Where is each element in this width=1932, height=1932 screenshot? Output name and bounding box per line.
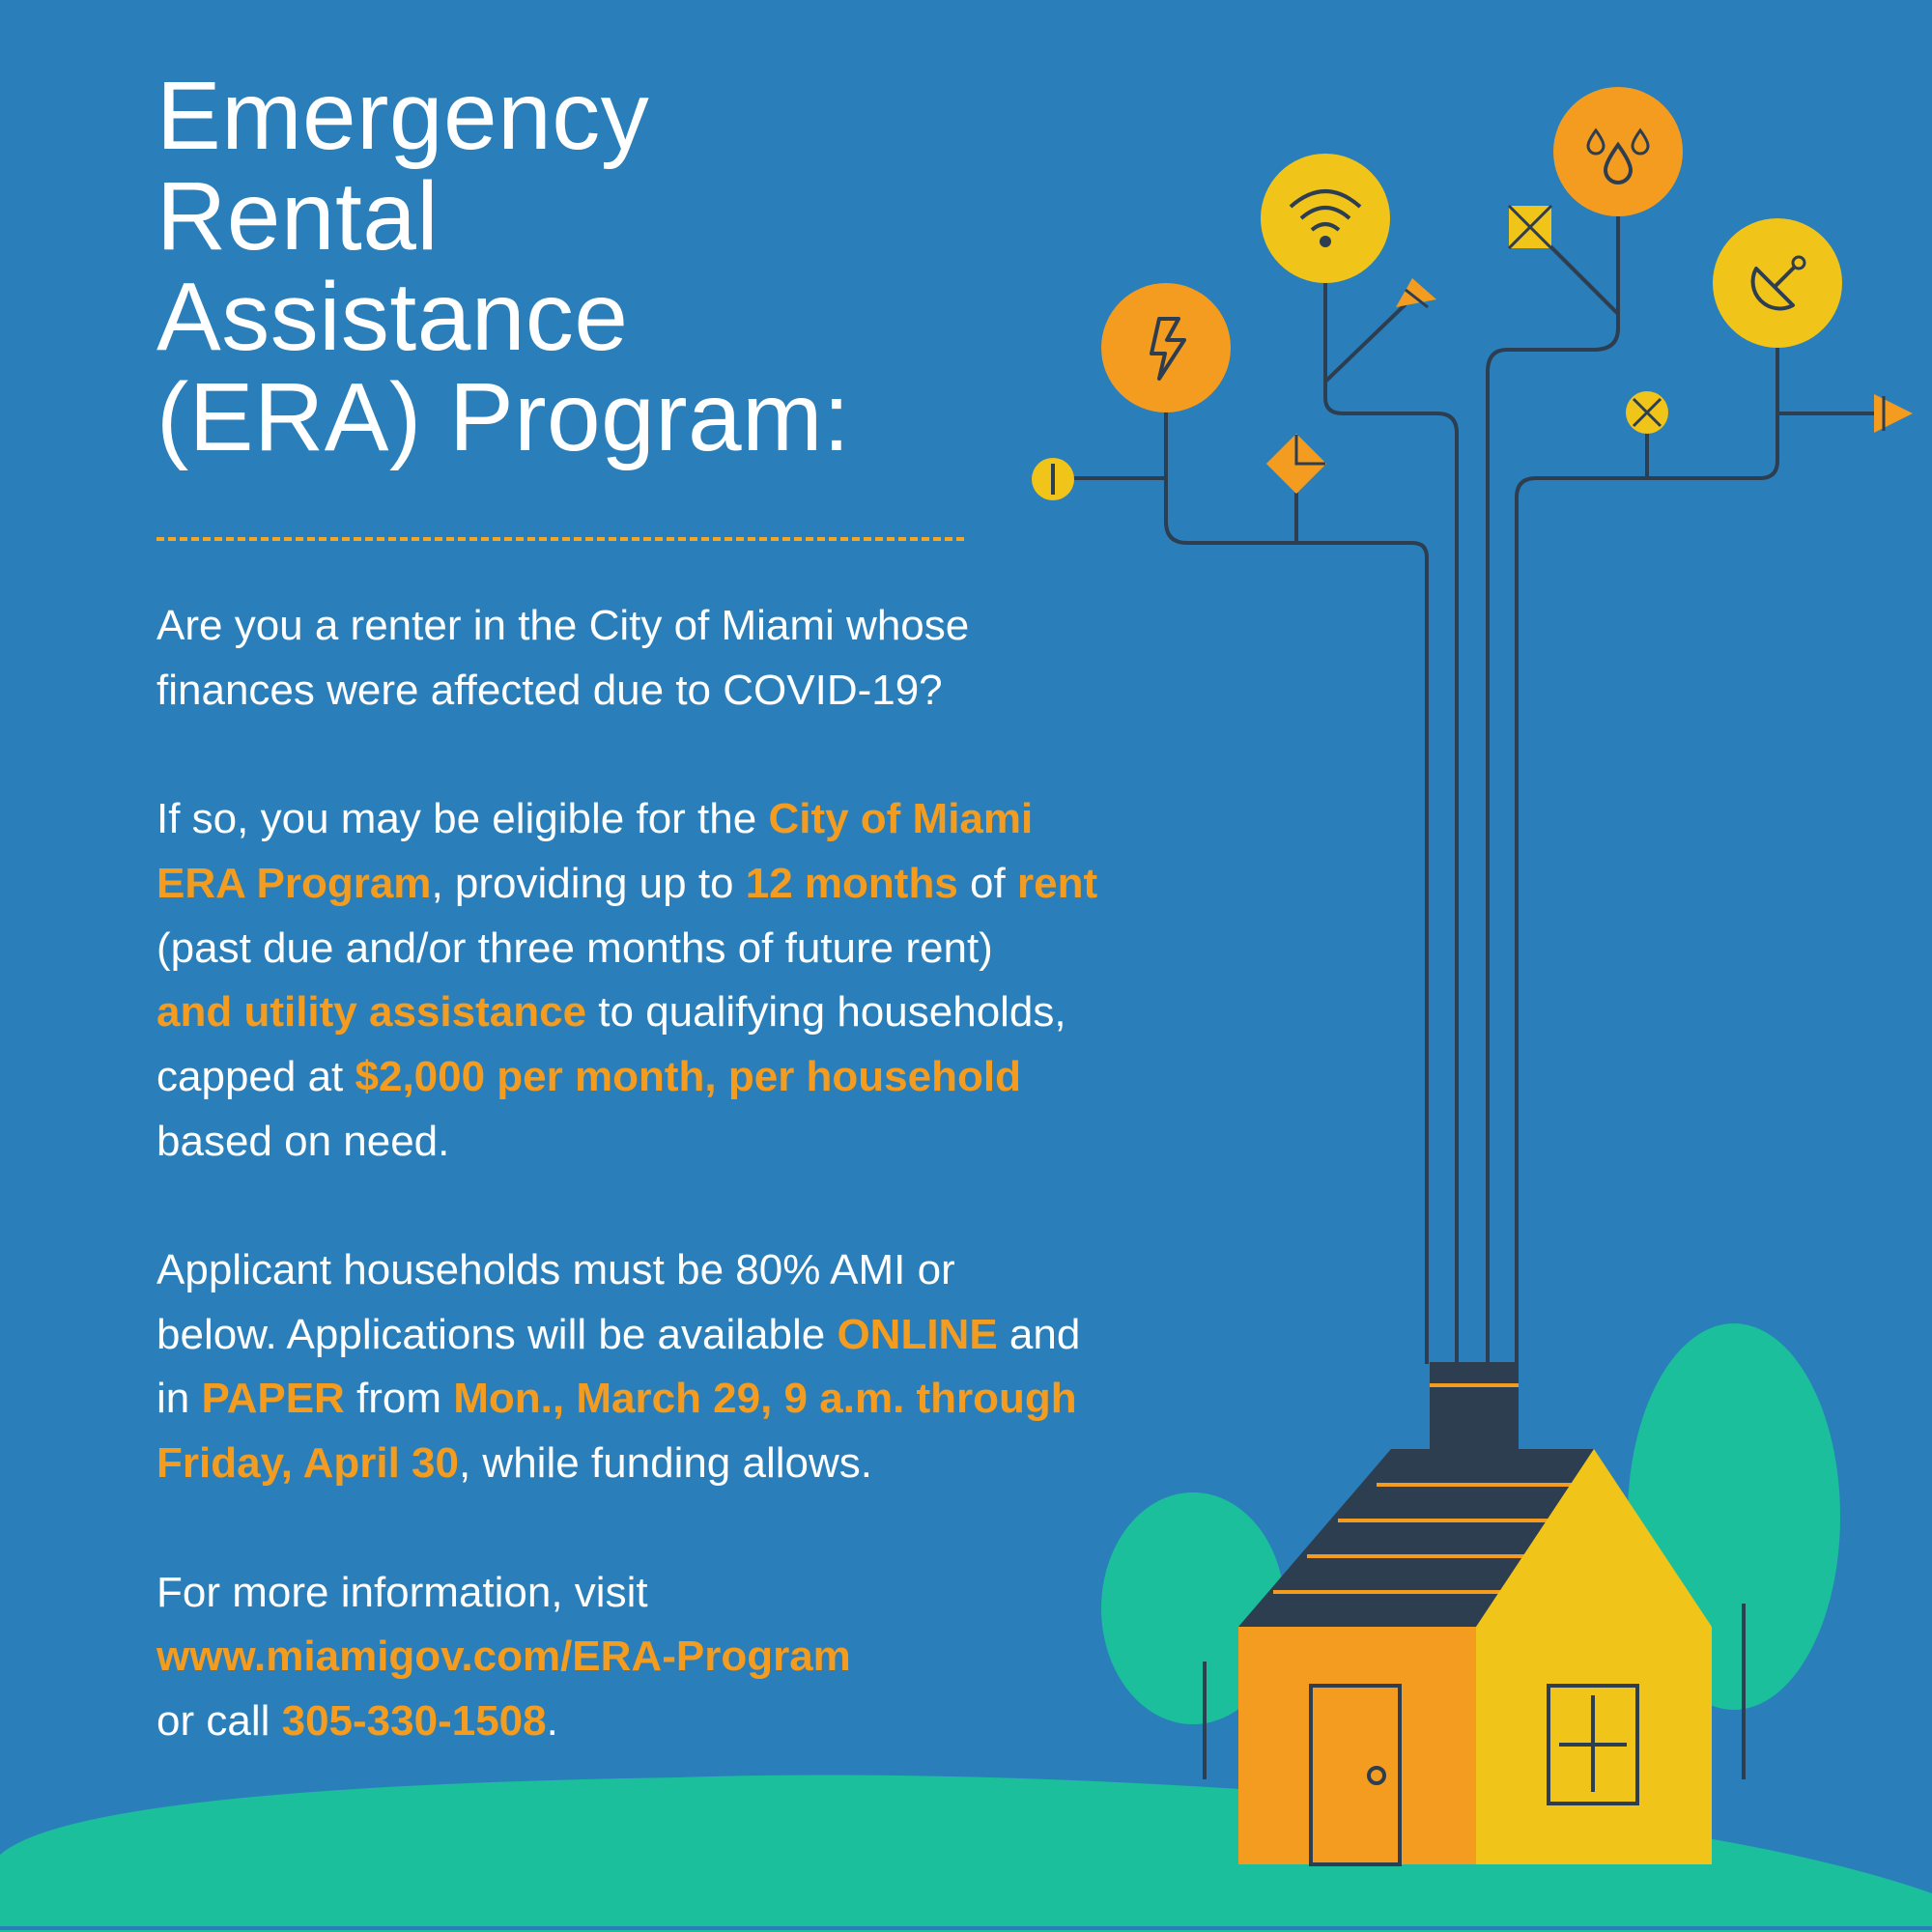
eligibility-paragraph [156, 787, 1248, 1174]
title-line: Emergency [156, 62, 650, 170]
chimney [1430, 1362, 1519, 1451]
eligibility-text: based on need. [156, 1117, 450, 1165]
intro-text: finances were affected due to COVID-19? [156, 666, 943, 714]
eligibility-text: (past due and/or three months of future rent) [156, 923, 993, 972]
online-highlight: ONLINE [837, 1310, 998, 1358]
house-front-wall [1238, 1627, 1476, 1864]
page-title [156, 62, 1026, 471]
wifi-icon [1261, 154, 1390, 283]
intro-paragraph [156, 594, 1248, 723]
contact-paragraph [156, 1561, 1248, 1754]
contact-text: For more information, visit [156, 1568, 648, 1616]
eligibility-text: , providing up to [431, 859, 746, 907]
intro-text: Are you a renter in the City of Miami whose [156, 602, 970, 649]
application-text: , while funding allows. [458, 1439, 872, 1488]
cap-highlight: $2,000 per month, per household [355, 1052, 1021, 1100]
application-text: from [344, 1375, 454, 1423]
dashed-divider [156, 537, 964, 541]
water-drops-icon [1553, 87, 1683, 216]
application-text: below. Applications will be available [156, 1310, 838, 1358]
application-text: in [156, 1375, 202, 1423]
program-name-highlight: ERA Program [156, 859, 432, 907]
dates-highlight: Friday, April 30 [156, 1439, 459, 1488]
body-text [156, 594, 1248, 1754]
months-highlight: 12 months [745, 859, 958, 907]
contact-text: or call [156, 1696, 282, 1745]
satellite-dish-icon [1713, 218, 1842, 348]
eligibility-text: of [957, 859, 1017, 907]
utility-highlight: and utility assistance [156, 988, 587, 1037]
eligibility-text: capped at [156, 1052, 355, 1100]
paper-highlight: PAPER [201, 1375, 345, 1423]
phone-number[interactable]: 305-330-1508 [281, 1696, 547, 1745]
lightning-icon [1101, 283, 1231, 412]
contact-text: . [546, 1696, 558, 1745]
application-paragraph [156, 1238, 1248, 1496]
application-text: Applicant households must be 80% AMI or [156, 1246, 955, 1293]
program-name-highlight: City of Miami [768, 795, 1034, 843]
application-text: and [997, 1310, 1081, 1358]
title-line: Assistance [156, 263, 629, 371]
title-line: (ERA) Program: [156, 363, 851, 471]
dates-highlight: Mon., March 29, 9 a.m. through [453, 1375, 1077, 1423]
title-line: Rental [156, 162, 440, 270]
eligibility-text: If so, you may be eligible for the [156, 795, 769, 843]
website-link[interactable]: www.miamigov.com/ERA-Program [156, 1633, 851, 1681]
eligibility-text: to qualifying households, [586, 988, 1066, 1037]
rent-highlight: rent [1016, 859, 1098, 907]
